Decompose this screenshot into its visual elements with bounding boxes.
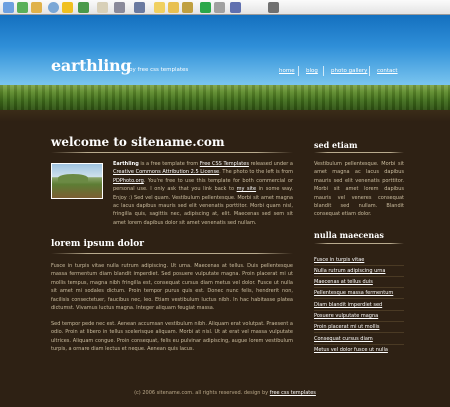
home-icon[interactable]	[31, 2, 42, 13]
history-icon[interactable]	[78, 2, 89, 13]
favorites-icon[interactable]	[62, 2, 73, 13]
header-ground	[0, 110, 450, 122]
sidebar-text: Vestibulum pellentesque. Morbi sit amet magna ac lacus dapibus mauris sed elit venenatis porttitor. Morbi sit amet lorem dapibus mauris vel veneres consequat blandit sed nullam. Blandit consequat etiam dolor.	[314, 161, 404, 218]
body-paragraph: Sed tempor pede nec est. Aenean accumsan vestibulum nibh. Aliquam erat volutpat. Praesent a odio. Proin at libero in tellus scelerisque aliquam. Morbi at nisl. Ut at erat vel massa vulputate ultrices. Aliquam congue. Proin consequat, felis eu pulvinar adipiscing, augue lorem vestibulum turpis, a ornare diam lectus et neque. Aenean quis lacus.	[51, 321, 293, 353]
sidebar-link[interactable]: Proin placerat mi ut mollis	[314, 324, 380, 330]
print-icon[interactable]	[114, 2, 125, 13]
nav-divider	[369, 66, 370, 76]
research-icon[interactable]	[230, 2, 241, 13]
site-tagline: by free css templates	[129, 67, 189, 73]
nav-contact[interactable]: contact	[377, 68, 398, 74]
body-paragraph: Fusce in turpis vitae nulla rutrum adipiscing. Ut urna. Maecenas at tellus. Duis pellentesque massa fermentum diam blandit imperdiet. Sed posuere vulputate magna. Proin placerat mi ut mollis tempus, magna nibh fringilla est, consequat cursus diam metus vel dolor. Fusce ut nulla sit amet mi sodales dictum. Proin tempor purus quis est. Donec nunc felis, hendrerit non, facilisis consectetuer, faucibus nec, leo. Etiam vestibulum luctus nibh. In hac habitasse platea dictumst. Vivamus luctus magna. Integer aliquam feugiat massa.	[51, 263, 293, 312]
link-divider	[314, 287, 404, 288]
discuss-icon[interactable]	[268, 2, 279, 13]
calendar-icon[interactable]	[182, 2, 193, 13]
nav-blog[interactable]: blog	[306, 68, 318, 74]
intro-paragraph	[113, 160, 293, 227]
sidebar-link[interactable]: Consequat cursus diam	[314, 336, 373, 342]
nav-divider	[323, 66, 324, 76]
link-divider	[314, 276, 404, 277]
sidebar-link[interactable]: Posuere vulputate magna	[314, 313, 379, 319]
sidebar-divider	[314, 152, 404, 153]
messenger-icon[interactable]	[200, 2, 211, 13]
edit-icon[interactable]	[134, 2, 145, 13]
title-divider	[51, 152, 293, 153]
link-divider	[314, 321, 404, 322]
sidebar-link[interactable]: Fusce in turpis vitae	[314, 257, 365, 263]
back-icon[interactable]	[3, 2, 14, 13]
intro-text: . The photo to the left is from	[219, 169, 293, 176]
browser-toolbar	[0, 0, 450, 15]
search-icon[interactable]	[48, 2, 59, 13]
page-title: welcome to sitename.com	[51, 135, 225, 149]
free-css-templates-link[interactable]: Free CSS Templates	[199, 161, 249, 167]
link-divider	[314, 298, 404, 299]
sidebar-heading: nulla maecenas	[314, 230, 384, 240]
sidebar-divider	[314, 243, 404, 244]
sidebar-link[interactable]: Diam blandit imperdiet sed	[314, 302, 383, 308]
section-divider	[51, 253, 293, 254]
tools-icon[interactable]	[214, 2, 225, 13]
sidebar-link[interactable]: Metus vel dolor fusce ut nulla	[314, 347, 388, 353]
link-divider	[314, 332, 404, 333]
notes-icon[interactable]	[168, 2, 179, 13]
folder-icon[interactable]	[154, 2, 165, 13]
refresh-icon[interactable]	[17, 2, 28, 13]
sidebar-link[interactable]: Maecenas at tellus duis	[314, 279, 373, 285]
link-divider	[314, 265, 404, 266]
intro-text: released under a	[248, 161, 293, 167]
nav-photo-gallery[interactable]: photo gallery	[331, 68, 368, 74]
site-logo[interactable]: earthling	[51, 56, 132, 75]
mail-icon[interactable]	[97, 2, 108, 13]
license-link[interactable]: Creative Commons Attribution 2.5 License	[113, 169, 220, 176]
intro-text: is a free template from	[138, 161, 200, 167]
footer-credit-link[interactable]: free css templates	[269, 390, 316, 396]
footer	[0, 390, 450, 396]
nav-home[interactable]: home	[279, 68, 295, 74]
my-site-link[interactable]: my site	[236, 186, 257, 193]
nav-divider	[298, 66, 299, 76]
footer-text: (c) 2006 sitename.com. all rights reserved. design by	[134, 390, 270, 396]
link-divider	[314, 310, 404, 311]
sidebar-link[interactable]: Nulla rutrum adipiscing urna	[314, 268, 386, 274]
header-grass	[0, 85, 450, 110]
pdphoto-link[interactable]: PDPhoto.org	[113, 177, 144, 184]
intro-brand: Earthling	[113, 161, 139, 167]
sidebar-link[interactable]: Pellentesque massa fermentum	[314, 290, 394, 296]
intro-text: in some way. Enjoy :) Sed vel quam. Vestibulum pellentesque. Morbi sit amet magna ac lacus dapibus mauris sed elit venenatis porttitor. Morbi quam nisl, fringilla quis, sagittis nec, adipiscing at, elit. Maecenas sed sem sit amet lorem dapibus dolor sit amet venenatis sed nullam.	[113, 186, 293, 226]
section-heading: lorem ipsum dolor	[51, 239, 144, 249]
landscape-photo	[51, 163, 103, 199]
intro-text: . You're free to use this template for both commercial or personal use. I only ask that you link back to	[113, 177, 293, 193]
link-divider	[314, 344, 404, 345]
sidebar-heading: sed etiam	[314, 140, 358, 150]
